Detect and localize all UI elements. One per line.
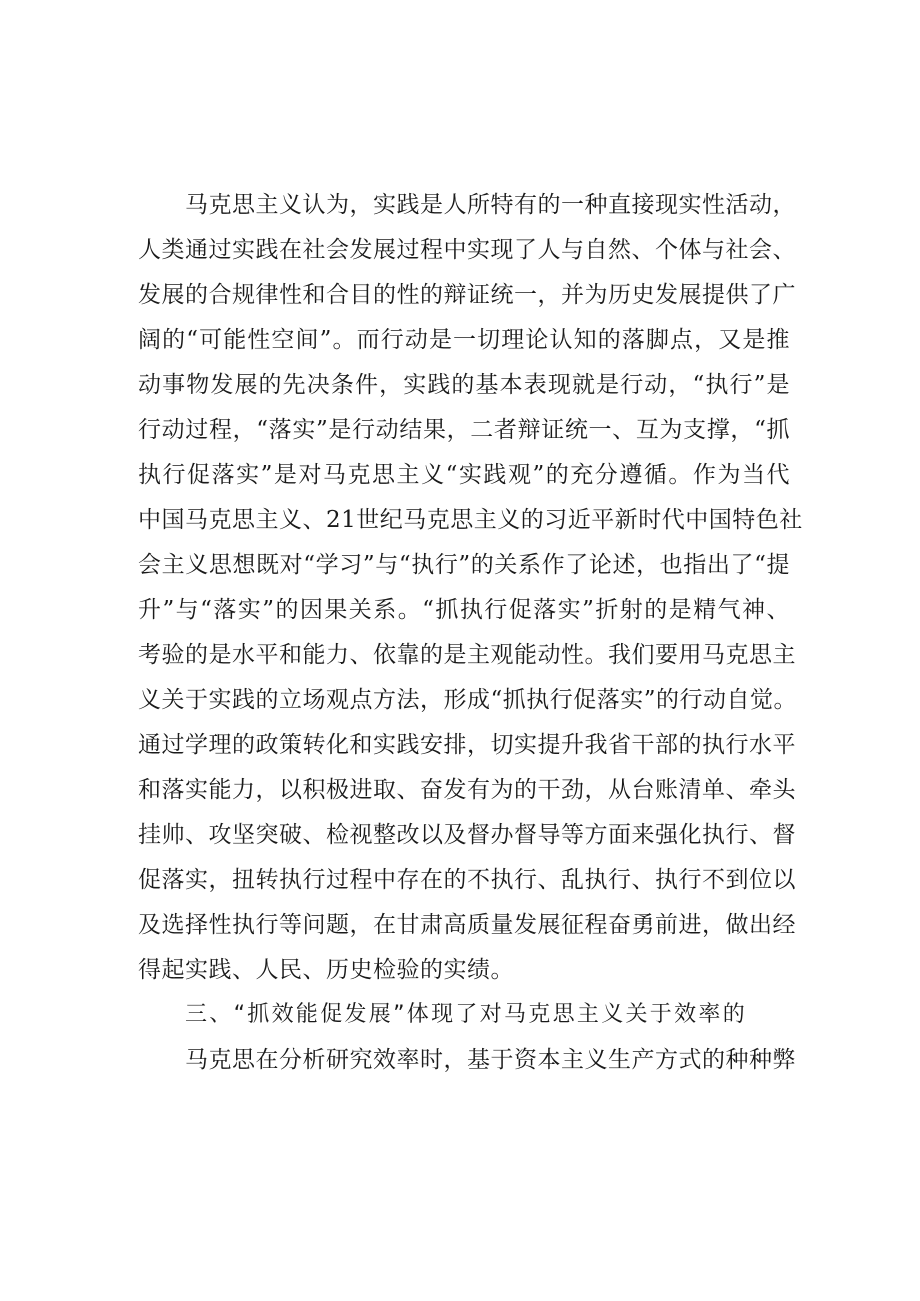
paragraph-line: 会主义思想既对“学习”与“执行”的关系作了论述，也指出了“提 xyxy=(138,552,790,578)
paragraph-line: 挂帅、攻坚突破、检视整改以及督办督导等方面来强化执行、督 xyxy=(138,822,796,848)
paragraph-line: 促落实，扭转执行过程中存在的不执行、乱执行、执行不到位以 xyxy=(138,867,796,893)
paragraph-line: 马克思主义认为，实践是人所特有的一种直接现实性活动， xyxy=(185,192,796,218)
paragraph-line: 执行促落实”是对马克思主义“实践观”的充分遵循。作为当代 xyxy=(138,462,790,488)
paragraph-line: 发展的合规律性和合目的性的辩证统一，并为历史发展提供了广 xyxy=(138,282,796,308)
paragraph-line: 考验的是水平和能力、依靠的是主观能动性。我们要用马克思主 xyxy=(138,642,796,668)
paragraph-line: 行动过程，“落实”是行动结果，二者辩证统一、互为支撑，“抓 xyxy=(138,417,790,443)
paragraph-line: 人类通过实践在社会发展过程中实现了人与自然、个体与社会、 xyxy=(138,237,796,263)
paragraph-line: 阔的“可能性空间”。而行动是一切理论认知的落脚点，又是推 xyxy=(138,327,790,353)
paragraph-line: 动事物发展的先决条件，实践的基本表现就是行动，“执行”是 xyxy=(138,372,790,398)
paragraph-line: 通过学理的政策转化和实践安排，切实提升我省干部的执行水平 xyxy=(138,732,796,758)
paragraph-line: 和落实能力，以积极进取、奋发有为的干劲，从台账清单、牵头 xyxy=(138,777,796,803)
paragraph-line: 中国马克思主义、21世纪马克思主义的习近平新时代中国特色社 xyxy=(138,507,803,533)
paragraph-line: 马克思在分析研究效率时，基于资本主义生产方式的种种弊 xyxy=(185,1047,796,1073)
paragraph-line: 升”与“落实”的因果关系。“抓执行促落实”折射的是精气神、 xyxy=(138,597,790,623)
paragraph-line: 得起实践、人民、历史检验的实绩。 xyxy=(138,957,514,983)
paragraph-line: 及选择性执行等问题，在甘肃高质量发展征程奋勇前进，做出经 xyxy=(138,912,796,938)
paragraph-line: 义关于实践的立场观点方法，形成“抓执行促落实”的行动自觉。 xyxy=(138,687,798,713)
section-heading: 三、“抓效能促发展”体现了对马克思主义关于效率的 xyxy=(185,1002,745,1027)
